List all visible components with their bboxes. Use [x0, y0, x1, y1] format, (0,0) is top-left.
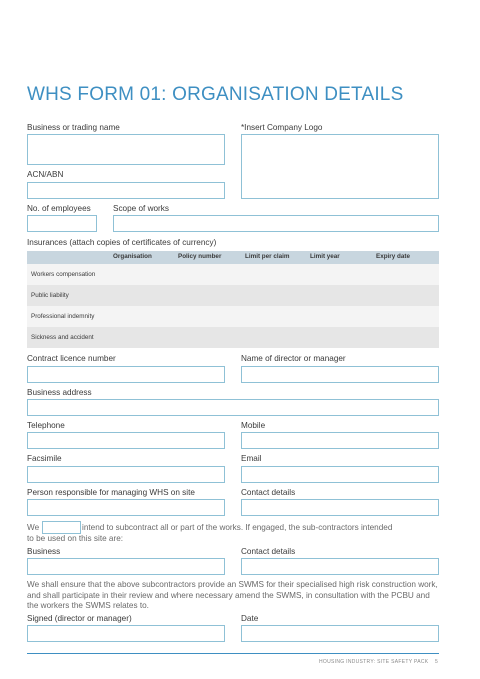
business-field[interactable]: [27, 558, 225, 575]
table-row[interactable]: [27, 285, 439, 306]
contact-details-field[interactable]: [241, 499, 439, 516]
scope-field[interactable]: [113, 215, 439, 232]
table-row[interactable]: [27, 327, 439, 348]
column-header-limit-per-claim: Limit per claim: [245, 253, 290, 260]
email-label: Email: [241, 454, 262, 463]
subcontract-we: We: [27, 523, 40, 532]
telephone-field[interactable]: [27, 432, 225, 449]
director-field[interactable]: [241, 366, 439, 383]
business-name-label: Business or trading name: [27, 123, 120, 132]
acn-abn-field[interactable]: [27, 182, 225, 199]
table-row[interactable]: [27, 306, 439, 327]
contact-details-2-field[interactable]: [241, 558, 439, 575]
address-field[interactable]: [27, 399, 439, 416]
company-logo-field[interactable]: [241, 134, 439, 199]
subcontract-text-line1: intend to subcontract all or part of the works. If engaged, the sub-contractors intended: [82, 523, 393, 532]
subcontract-text-line2: to be used on this site are:: [27, 534, 124, 543]
column-header-limit-year: Limit year: [310, 253, 340, 260]
signed-field[interactable]: [27, 625, 225, 642]
footer-text: HOUSING INDUSTRY: SITE SAFETY PACK: [319, 659, 429, 665]
company-logo-label: *Insert Company Logo: [241, 123, 323, 132]
whs-person-label: Person responsible for managing WHS on site: [27, 488, 195, 497]
date-label: Date: [241, 614, 259, 623]
contact-details-2-label: Contact details: [241, 547, 296, 556]
column-header-organisation: Organisation: [113, 253, 152, 260]
email-field[interactable]: [241, 466, 439, 483]
scope-label: Scope of works: [113, 204, 169, 213]
acn-abn-label: ACN/ABN: [27, 170, 64, 179]
row-label-workers-compensation: Workers compensation: [31, 271, 96, 278]
footer-divider: [27, 653, 439, 654]
signed-label: Signed (director or manager): [27, 614, 132, 623]
table-row[interactable]: [27, 264, 439, 285]
swms-paragraph: We shall ensure that the above subcontractors provide an SWMS for their specialised high risk construction work, and shall participate in their review and where necessary amend the SWMS, in consultation with the PCBU and the workers the SWMS relates to.: [27, 580, 438, 611]
page-number: 5: [435, 659, 439, 665]
licence-field[interactable]: [27, 366, 225, 383]
director-label: Name of director or manager: [241, 354, 346, 363]
facsimile-field[interactable]: [27, 466, 225, 483]
business-name-field[interactable]: [27, 134, 225, 165]
insurance-table-header: [27, 251, 439, 264]
column-header-expiry-date: Expiry date: [376, 253, 410, 260]
telephone-label: Telephone: [27, 421, 65, 430]
page-title: WHS FORM 01: ORGANISATION DETAILS: [27, 84, 404, 105]
employees-field[interactable]: [27, 215, 97, 232]
mobile-label: Mobile: [241, 421, 266, 430]
licence-label: Contract licence number: [27, 354, 116, 363]
business-label: Business: [27, 547, 61, 556]
date-field[interactable]: [241, 625, 439, 642]
column-header-policy-number: Policy number: [178, 253, 222, 260]
row-label-sickness-accident: Sickness and accident: [31, 334, 94, 341]
mobile-field[interactable]: [241, 432, 439, 449]
insurances-label-main: Insurances: [27, 238, 68, 247]
row-label-public-liability: Public liability: [31, 292, 69, 299]
address-label: Business address: [27, 388, 92, 397]
whs-person-field[interactable]: [27, 499, 225, 516]
facsimile-label: Facsimile: [27, 454, 62, 463]
subcontract-name-field[interactable]: [42, 521, 81, 534]
row-label-professional-indemnity: Professional indemnity: [31, 313, 95, 320]
contact-details-label: Contact details: [241, 488, 296, 497]
employees-label: No. of employees: [27, 204, 91, 213]
insurances-label-note: (attach copies of certificates of currency): [67, 238, 217, 247]
insurances-label: [27, 238, 216, 247]
